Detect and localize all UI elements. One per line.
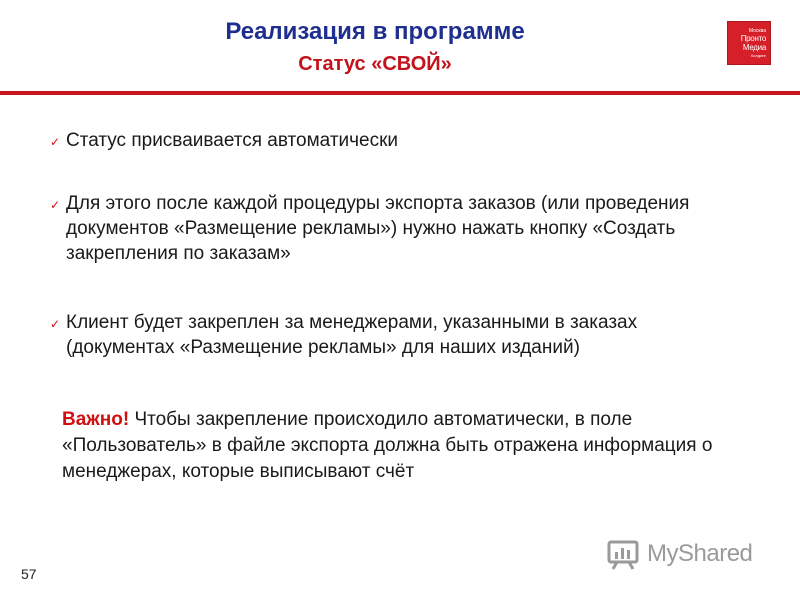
page-number: 57 [21, 566, 37, 582]
bullet-text: Клиент будет закреплен за менеджерами, указанными в заказах (документах «Размещение рекламы» для наших изданий) [66, 312, 638, 358]
slide-subtitle: Статус «СВОЙ» [298, 53, 452, 75]
bullet-text: Статус присваивается автоматически [66, 130, 399, 151]
bullet-item [50, 191, 750, 266]
logo-line-3: Медиа [742, 43, 766, 52]
bullet-text: Для этого после каждой процедуры экспорта заказов (или проведения документов «Размещение рекламы») нужно нажать кнопку «Создать закрепления по заказам» [66, 193, 690, 264]
watermark [607, 536, 767, 572]
bullet-item [50, 128, 750, 153]
chart-icon [607, 538, 641, 570]
important-label: Важно! [62, 409, 130, 430]
checkmark-icon: ✓ [50, 198, 61, 212]
important-text: Чтобы закрепление происходило автоматически, в поле «Пользователь» в файле экспорта должна быть отражена информация о менеджерах, которые выписывают счёт [62, 409, 713, 482]
slide-header [0, 0, 800, 92]
slide-title: Реализация в программе [225, 18, 525, 45]
logo-line-2: Пронто [740, 34, 766, 43]
header-divider [0, 91, 800, 95]
bullet-item [50, 310, 750, 360]
company-logo [727, 21, 771, 65]
logo-line-1: Москва [748, 28, 766, 34]
important-note [62, 407, 742, 485]
checkmark-icon: ✓ [50, 135, 61, 149]
logo-line-4: Холдинг [750, 53, 766, 58]
watermark-text: MyShared [647, 540, 753, 567]
checkmark-icon: ✓ [50, 317, 61, 331]
